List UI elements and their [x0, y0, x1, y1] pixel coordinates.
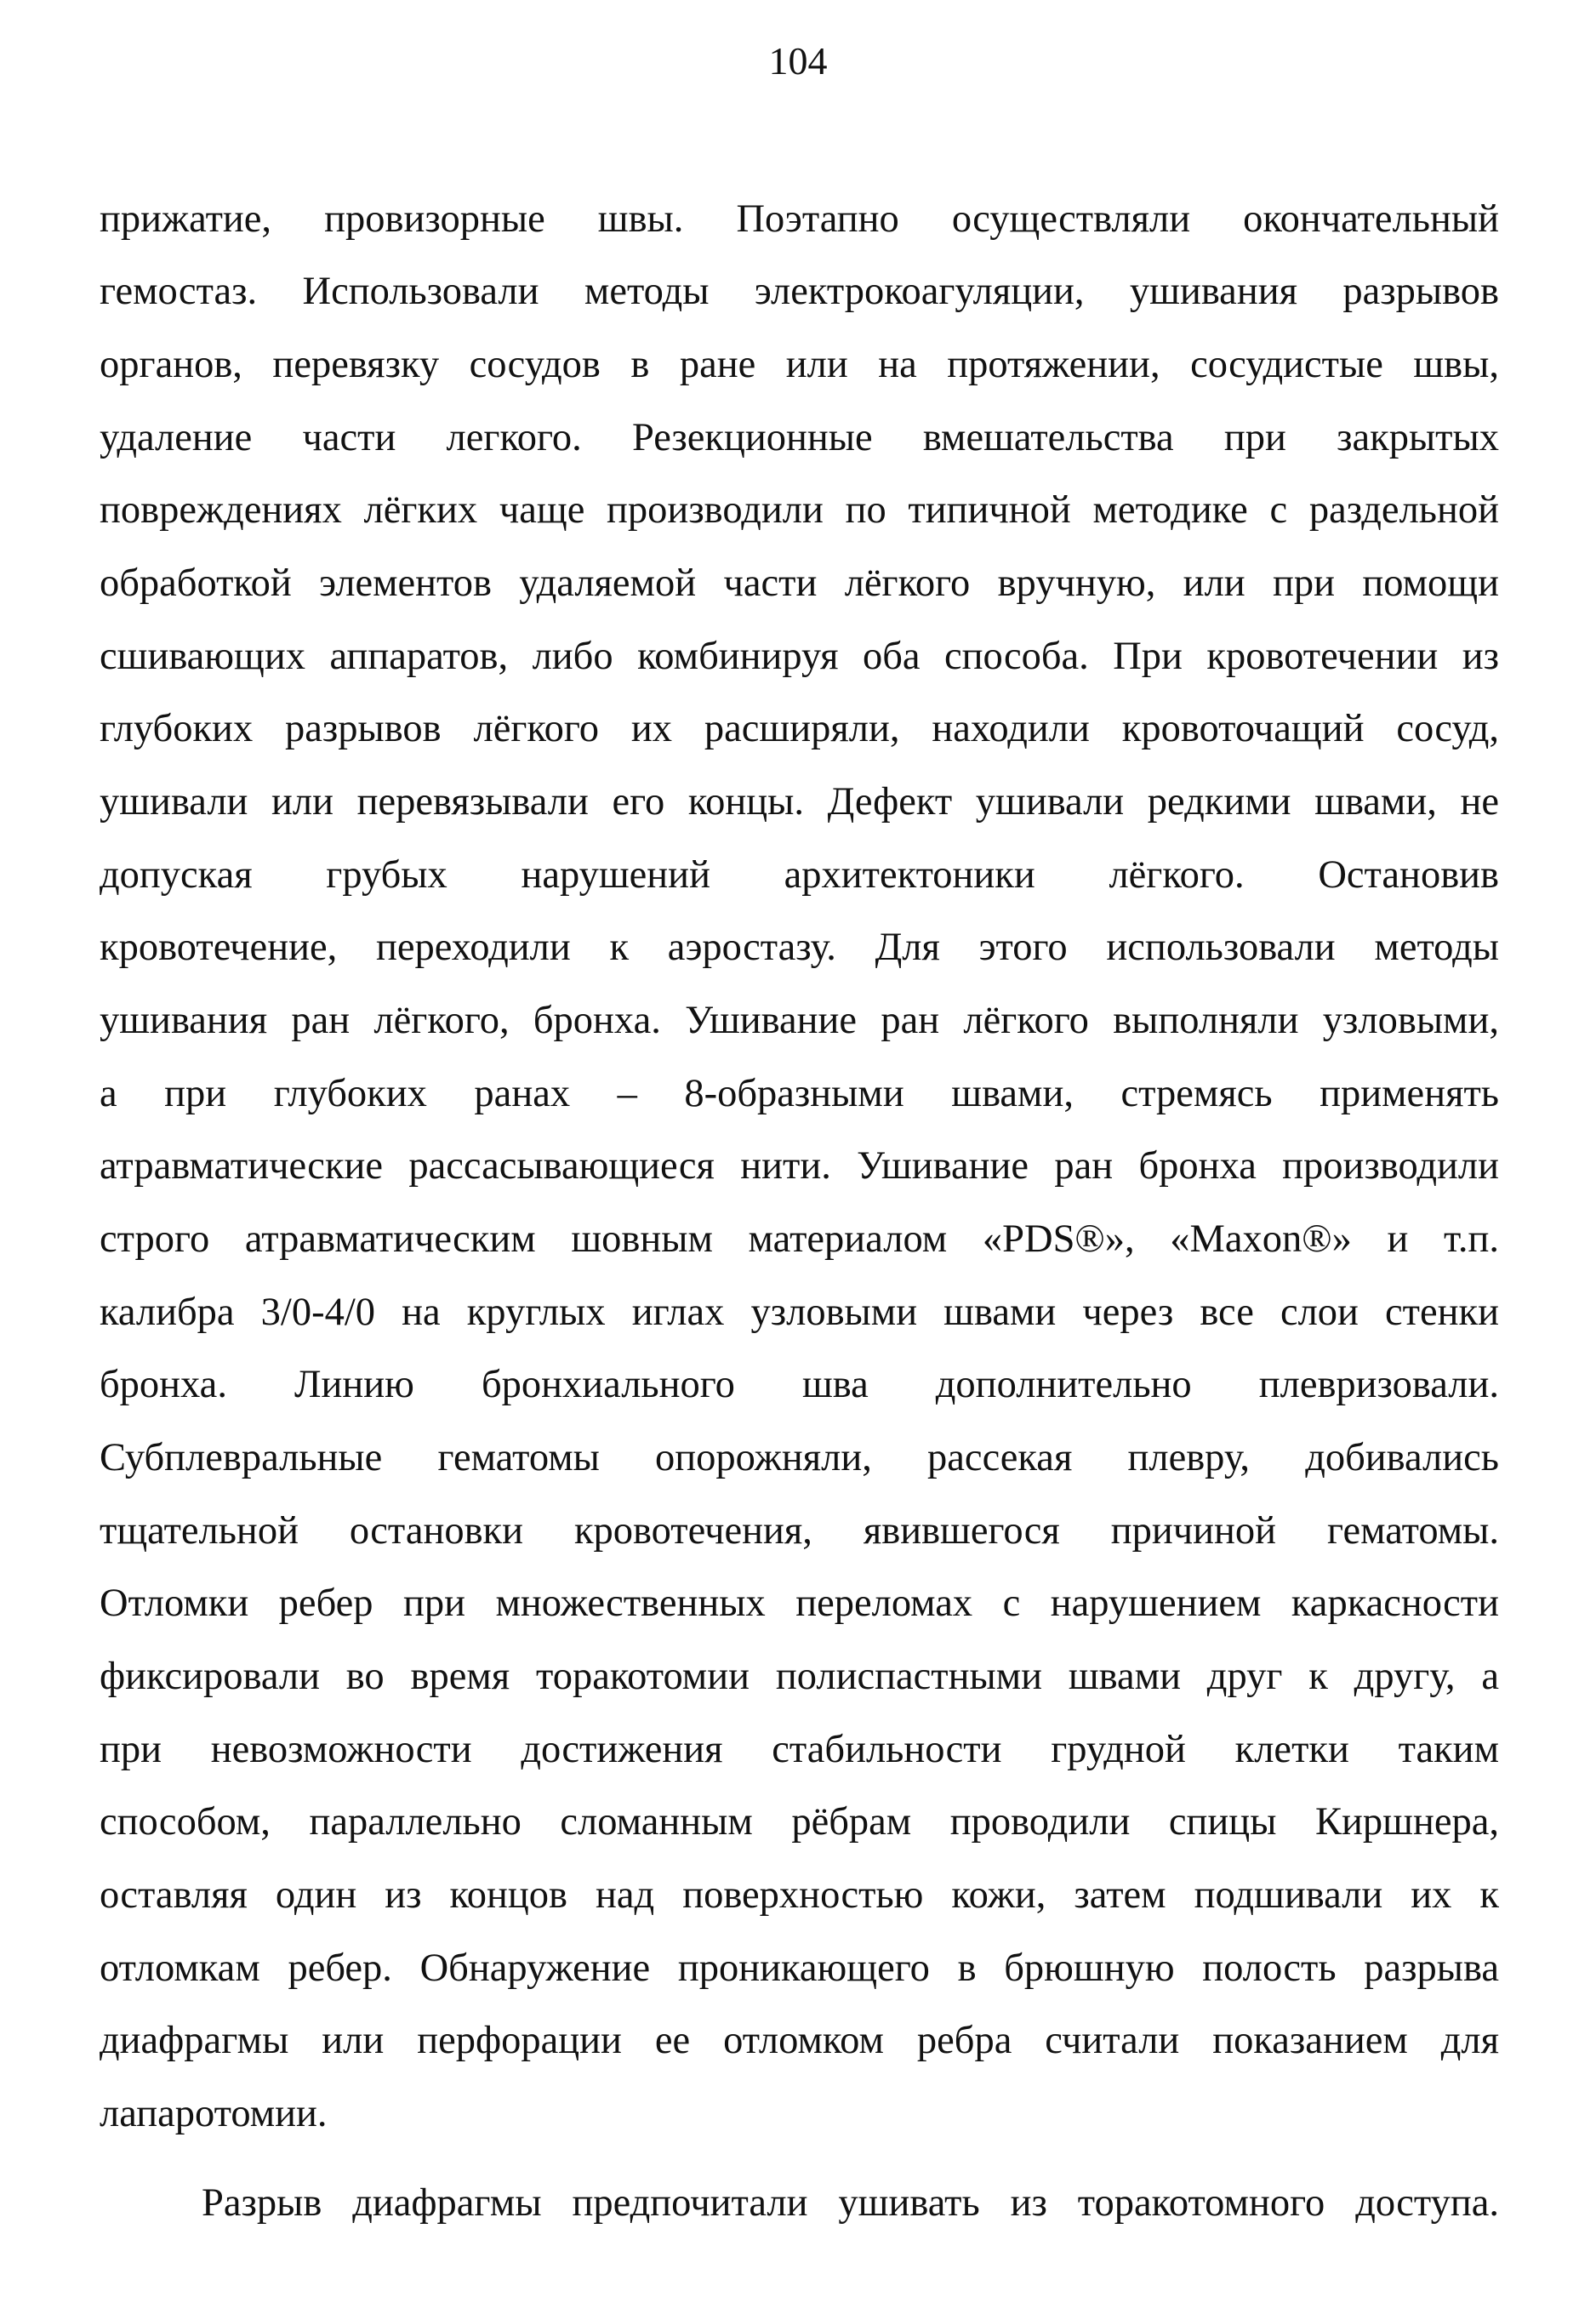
text-line: атравматические рассасывающиеся нити. Ушивание ран бронха производили [100, 1144, 1499, 1188]
text-line: удаление части легкого. Резекционные вмешательства при закрытых [100, 416, 1499, 459]
text-line: сшивающих аппаратов, либо комбинируя оба способа. При кровотечении из [100, 635, 1499, 678]
page-number: 104 [768, 39, 828, 83]
text-line: допуская грубых нарушений архитектоники лёгкого. Остановив [100, 853, 1499, 897]
text-line: отломкам ребер. Обнаружение проникающего в брюшную полость разрыва [100, 1946, 1499, 1990]
text-line: калибра 3/0-4/0 на круглых иглах узловыми швами через все слои стенки [100, 1291, 1499, 1334]
text-line: кровотечение, переходили к аэростазу. Для этого использовали методы [100, 926, 1499, 969]
text-line: диафрагмы или перфорации ее отломком ребра считали показанием для [100, 2019, 1499, 2062]
text-line: строго атравматическим шовным материалом «PDS®», «Maxon®» и т.п. [100, 1217, 1499, 1261]
text-line: гемостаз. Использовали методы электрокоагуляции, ушивания разрывов [100, 270, 1499, 313]
text-line: ушивали или перевязывали его концы. Дефект ушивали редкими швами, не [100, 780, 1499, 824]
text-line: Отломки ребер при множественных переломах с нарушением каркасности [100, 1582, 1499, 1625]
text-line: органов, перевязку сосудов в ране или на протяжении, сосудистые швы, [100, 343, 1499, 386]
text-line: обработкой элементов удаляемой части лёгкого вручную, или при помощи [100, 561, 1499, 605]
text-line: а при глубоких ранах – 8-образными швами, стремясь применять [100, 1072, 1499, 1115]
text-line: прижатие, провизорные швы. Поэтапно осуществляли окончательный [100, 197, 1499, 241]
text-line: оставляя один из концов над поверхностью кожи, затем подшивали их к [100, 1873, 1499, 1917]
paragraph-end-line: лапаротомии. [100, 2092, 328, 2135]
text-line: глубоких разрывов лёгкого их расширяли, находили кровоточащий сосуд, [100, 707, 1499, 750]
text-line: повреждениях лёгких чаще производили по типичной методике с раздельной [100, 488, 1499, 532]
text-line: способом, параллельно сломанным рёбрам проводили спицы Киршнера, [100, 1800, 1499, 1844]
text-line: при невозможности достижения стабильности грудной клетки таким [100, 1728, 1499, 1771]
text-line: ушивания ран лёгкого, бронха. Ушивание ран лёгкого выполняли узловыми, [100, 999, 1499, 1042]
text-line: фиксировали во время торакотомии полиспастными швами друг к другу, а [100, 1655, 1499, 1698]
text-line: тщательной остановки кровотечения, явившегося причиной гематомы. [100, 1509, 1499, 1553]
text-line: Субплевральные гематомы опорожняли, рассекая плевру, добивались [100, 1436, 1499, 1479]
paragraph-first-line: Разрыв диафрагмы предпочитали ушивать из торакотомного доступа. [202, 2181, 1499, 2225]
text-line: бронха. Линию бронхиального шва дополнительно плевризовали. [100, 1363, 1499, 1406]
